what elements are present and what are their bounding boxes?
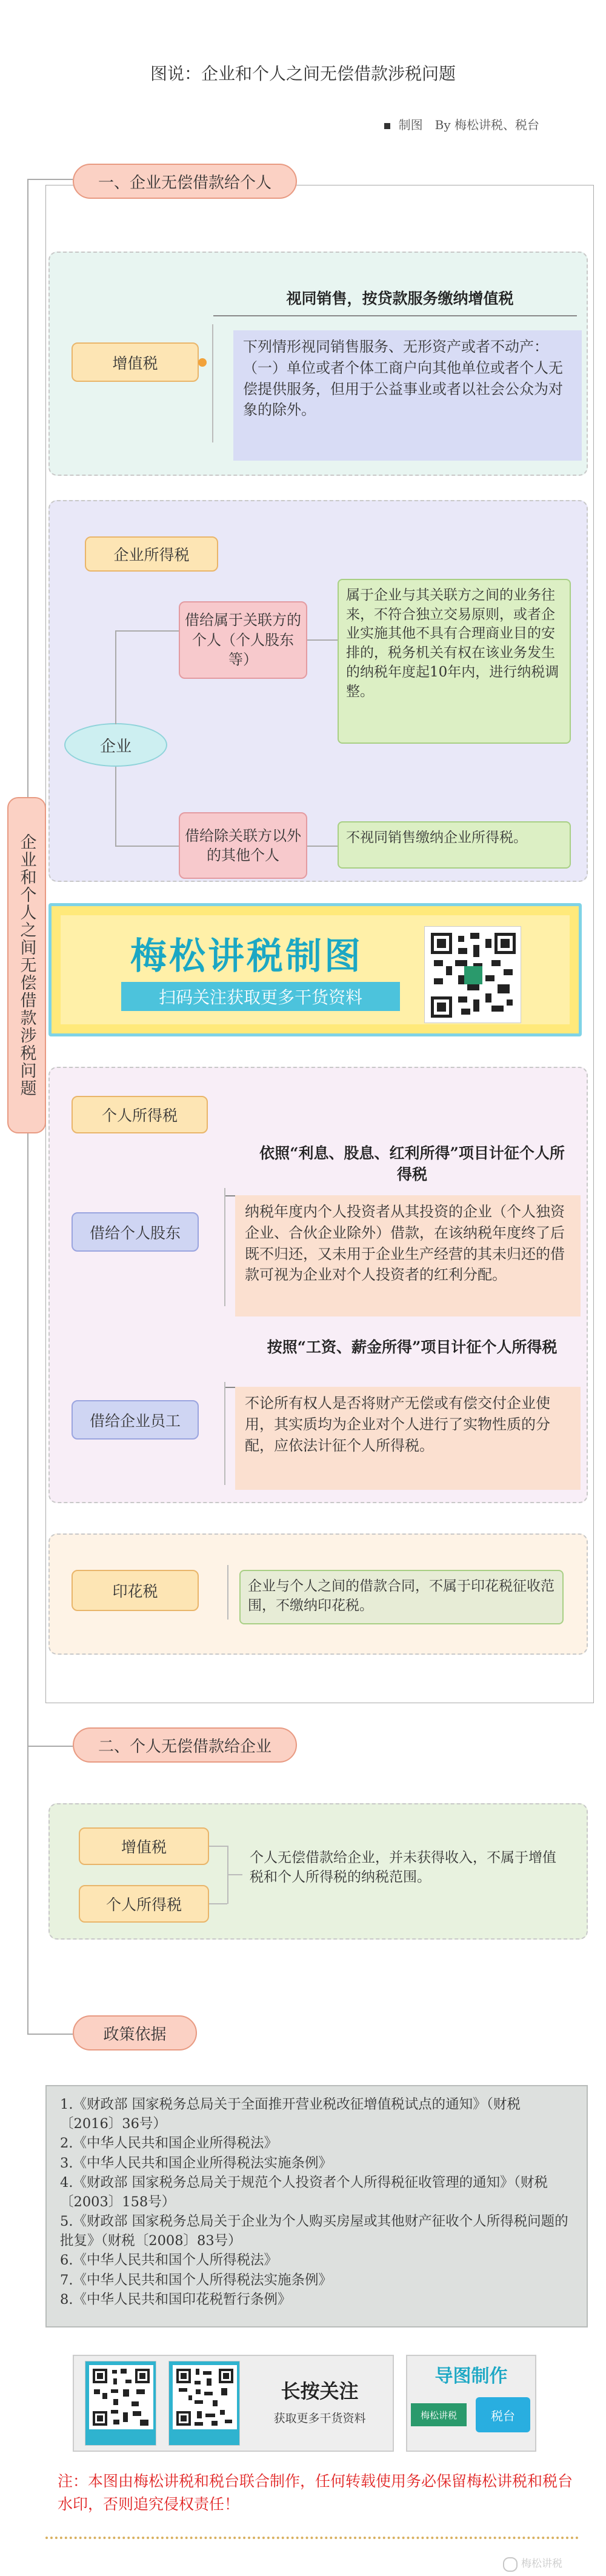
related-connector <box>307 639 338 641</box>
vat-node: 增值税 <box>72 342 199 382</box>
cit-branch-down-h <box>115 846 179 847</box>
credit-text: 制图 By 梅松讲税、税台 <box>398 118 539 132</box>
policy-label: 政策依据 <box>73 2015 197 2050</box>
wechat-icon <box>503 2557 518 2572</box>
banner-title: 梅松讲税制图 <box>130 935 363 978</box>
policy-item-2: 2.《中华人民共和国企业所得税法》 <box>60 2135 278 2152</box>
vat-underline <box>213 315 577 316</box>
logo-meisong: 梅松讲税 <box>411 2403 467 2426</box>
related-party-node: 借给属于关联方的个人（个人股东等） <box>179 601 307 679</box>
related-party-text: 属于企业与其关联方之间的业务往来，不符合独立交易原则，或者企业实施其他不具有合理商业目的安排的，税务机关有权在该业务发生的纳税年度起10年内，进行纳税调整。 <box>338 579 571 744</box>
iit-text-2: 不论所有权人是否将财产无偿或有偿交付企业使用，其实质均为企业对个人进行了实物性质的分配，应依法计征个人所得税。 <box>235 1387 581 1490</box>
other-party-node: 借给除关联方以外的其他个人 <box>179 812 307 879</box>
policy-item-5: 5.《财政部 国家税务总局关于企业为个人购买房屋或其他财产征收个人所得税问题的批复》（财税〔2008〕83号） <box>60 2214 568 2249</box>
footer-qr-2-icon[interactable] <box>168 2361 240 2446</box>
enterprise-node: 企业 <box>64 723 167 767</box>
s2-bracket-top <box>209 1846 227 1847</box>
employee-node: 借给企业员工 <box>72 1400 199 1440</box>
vat-heading: 视同销售，按贷款服务缴纳增值税 <box>286 290 514 307</box>
s2-text: 个人无偿借款给企业，并未获得收入，不属于增值税和个人所得税的纳税范围。 <box>242 1843 570 1915</box>
policy-item-3: 3.《中华人民共和国企业所得税法实施条例》 <box>60 2155 332 2171</box>
cit-branch-up-h <box>115 630 179 632</box>
vat-text: 下列情形视同销售服务、无形资产或者不动产： （一）单位或者个体工商户向其他单位或者个人无偿提供服务，但用于公益事业或者以社会公众为对象的除外。 <box>233 330 582 461</box>
other-connector <box>307 846 338 847</box>
iit-node: 个人所得税 <box>72 1096 208 1133</box>
footer-qr-1-icon[interactable] <box>85 2361 156 2446</box>
page-title: 图说：企业和个人之间无偿借款涉税问题 <box>150 64 456 84</box>
cit-branch-up <box>115 630 116 724</box>
watermark-text: 梅松讲税 <box>521 2558 562 2570</box>
policy-item-8: 8.《中华人民共和国印花税暂行条例》 <box>60 2291 291 2307</box>
s2-iit-node: 个人所得税 <box>79 1885 209 1923</box>
bottom-divider <box>45 2537 579 2539</box>
section2-label: 二、个人无偿借款给企业 <box>73 1727 297 1763</box>
connector-dot <box>198 358 207 367</box>
stamp-bracket <box>227 1565 228 1620</box>
credit-line <box>384 115 539 133</box>
s2-bracket-mid <box>227 1874 242 1875</box>
policy-item-1: 1.《财政部 国家税务总局关于全面推开营业税改征增值税试点的通知》（财税〔2016〕36号） <box>60 2097 521 2132</box>
policy-item-7: 7.《中华人民共和国个人所得税法实施条例》 <box>60 2272 332 2288</box>
center-topic-node: 企业和个人之间无偿借款涉税问题 <box>7 797 46 1133</box>
logo-shuitai: 税台 <box>476 2397 530 2432</box>
s2-vat-node: 增值税 <box>79 1827 209 1865</box>
iit-heading-1: 依照“利息、股息、红利所得”项目计征个人所得税 <box>259 1144 565 1183</box>
connector-s1 <box>27 179 73 180</box>
iit-text-1: 纳税年度内个人投资者从其投资的企业（个人独资企业、合伙企业除外）借款，在该纳税年度终了后既不归还，又未用于企业生产经营的其未归还的借款可视为企业对个人投资者的红利分配。 <box>235 1195 581 1316</box>
follow-title: 长按关注 <box>281 2380 359 2403</box>
banner-subtitle: 扫码关注获取更多干货资料 <box>121 982 400 1011</box>
shareholder-node: 借给个人股东 <box>72 1212 199 1252</box>
policy-item-6: 6.《中华人民共和国个人所得税法》 <box>60 2252 278 2269</box>
iit-bracket-1 <box>224 1188 225 1306</box>
bullet-square-icon <box>384 123 390 129</box>
stamp-text: 企业与个人之间的借款合同，不属于印花税征收范围，不缴纳印花税。 <box>239 1570 564 1624</box>
stamp-node: 印花税 <box>72 1570 199 1611</box>
s2-bracket-bottom <box>209 1903 227 1904</box>
made-by-title: 导图制作 <box>435 2366 508 2387</box>
follow-subtitle: 获取更多干货资料 <box>273 2412 366 2425</box>
iit-bracket-2 <box>224 1382 225 1485</box>
other-party-text: 不视同销售缴纳企业所得税。 <box>338 821 571 869</box>
cit-branch-down <box>115 767 116 846</box>
iit-heading-2: 按照“工资、薪金所得”项目计征个人所得税 <box>267 1338 558 1356</box>
policy-item-4: 4.《财政部 国家税务总局关于规范个人投资者个人所得税征收管理的通知》（财税〔2003〕158号） <box>60 2174 548 2210</box>
vat-bracket <box>212 324 213 442</box>
bottom-watermark <box>503 2555 562 2572</box>
cit-node: 企业所得税 <box>85 536 218 572</box>
policy-list <box>45 2085 588 2327</box>
connector-s2 <box>27 1746 73 1747</box>
copyright-note: 注：本图由梅松讲税和税台联合制作，任何转载使用务必保留梅松讲税和税台水印，否则追究侵权责任！ <box>58 2472 573 2513</box>
qr-code-icon[interactable] <box>424 926 521 1023</box>
connector-policy <box>27 2034 73 2035</box>
section1-label: 一、企业无偿借款给个人 <box>73 164 297 199</box>
